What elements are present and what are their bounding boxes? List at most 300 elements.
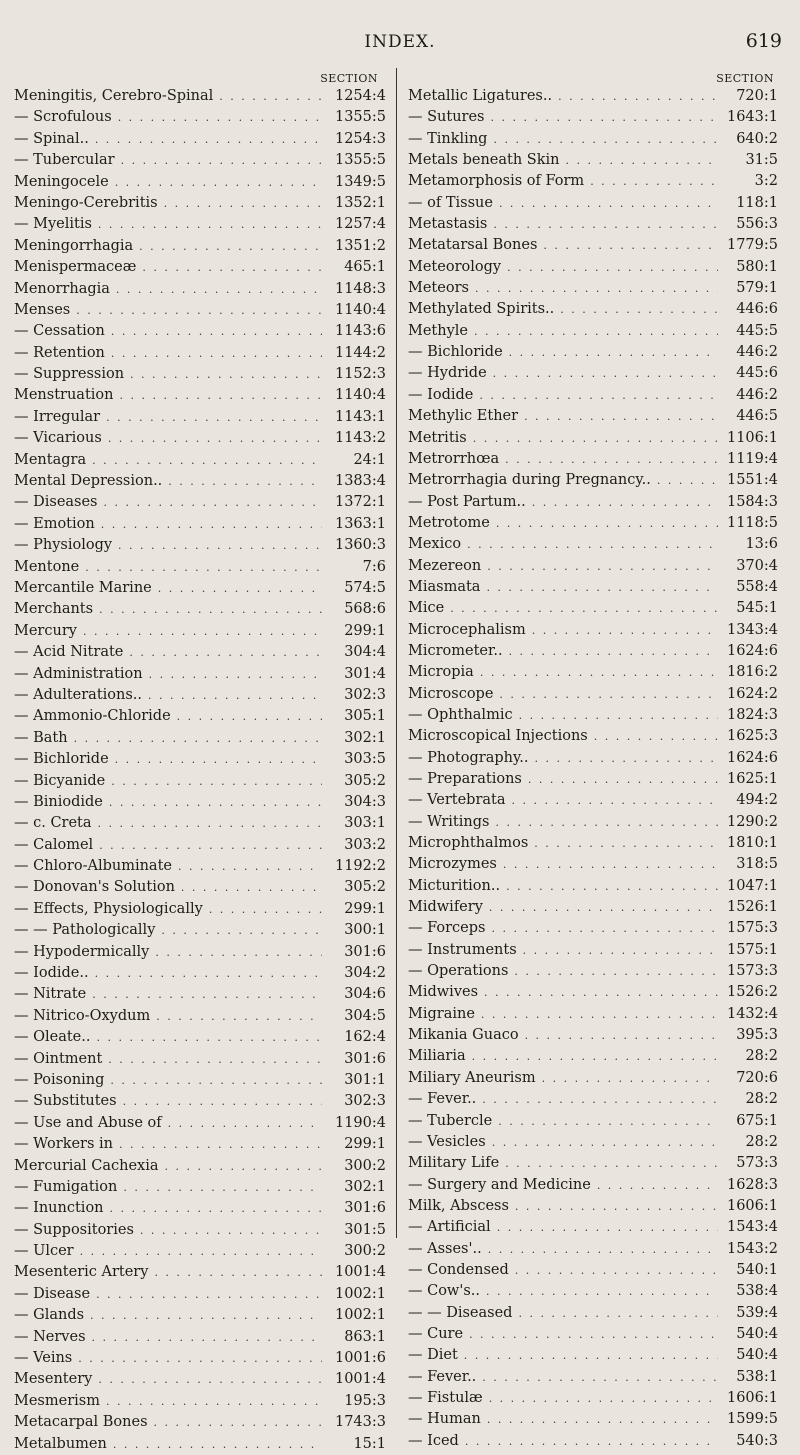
entry-term: Metastasis (408, 216, 488, 233)
entry-term: — Bicyanide (14, 772, 106, 789)
index-entry (408, 876, 788, 897)
entry-section: 1625:1 (726, 771, 778, 787)
index-entry (408, 1260, 788, 1281)
index-entry (14, 578, 394, 599)
index-entry (14, 856, 394, 877)
entry-section: 1575:3 (726, 920, 778, 937)
entry-section: 28:2 (745, 1048, 778, 1065)
entry-section: 1001:4 (334, 1371, 386, 1388)
entry-section: 299:1 (344, 900, 386, 917)
dot-leader (93, 599, 322, 620)
index-entry (14, 1113, 394, 1134)
entry-section: 720:6 (736, 1069, 778, 1086)
entry-section: 640:2 (736, 130, 778, 147)
index-entry (14, 343, 394, 364)
entry-section: 15:1 (353, 1435, 386, 1452)
entry-section: 580:1 (736, 258, 778, 275)
entry-term: Meningocele (14, 173, 109, 190)
dot-leader (497, 854, 718, 875)
entry-term: — Bichloride (14, 751, 109, 768)
index-column-left (14, 72, 394, 1455)
index-entry (408, 897, 788, 918)
index-entry (408, 982, 788, 1003)
entry-section: 300:2 (344, 1243, 386, 1260)
index-entry (408, 1217, 788, 1238)
dot-leader (476, 1367, 718, 1388)
index-entry (408, 1431, 788, 1452)
entry-term: Microphthalmos (408, 835, 529, 852)
dot-leader (476, 1089, 718, 1110)
entry-term: Microscope (408, 685, 494, 702)
index-entry (14, 642, 394, 663)
entry-term: — Iodide.. (14, 965, 89, 982)
index-entry (14, 1241, 394, 1262)
entry-section: 1144:2 (334, 344, 386, 361)
dot-leader (68, 728, 322, 749)
entry-term: — Vertebrata (408, 792, 506, 809)
entry-term: Metals beneath Skin (408, 152, 560, 169)
entry-term: — Condensed (408, 1261, 509, 1278)
entry-section: 1624:6 (726, 749, 778, 766)
entry-term: — Nitrate (14, 986, 87, 1003)
entry-section: 1363:1 (334, 515, 386, 532)
dot-leader (92, 1369, 322, 1390)
dot-leader (72, 1348, 322, 1369)
entry-term: — Adulterations.. (14, 686, 143, 703)
entry-term: — Suppression (14, 366, 125, 383)
entry-term: — Surgery and Medicine (408, 1176, 591, 1193)
entry-section: 1779:5 (726, 237, 778, 254)
entry-term: Midwifery (408, 899, 483, 916)
dot-leader (89, 963, 322, 984)
index-entry (14, 321, 394, 342)
entry-section: 1002:1 (334, 1285, 386, 1302)
index-entry (14, 621, 394, 642)
dot-leader (493, 193, 718, 214)
index-entry (408, 961, 788, 982)
index-entry (14, 193, 394, 214)
entry-section: 556:3 (736, 216, 778, 233)
dot-leader (458, 1345, 718, 1366)
entry-section: 1119:4 (726, 450, 778, 467)
dot-leader (155, 920, 322, 941)
entry-term: — Tubercle (408, 1112, 493, 1129)
entry-term: — Retention (14, 344, 105, 361)
dot-leader (528, 833, 718, 854)
entry-section: 446:2 (736, 386, 778, 403)
index-entry (14, 984, 394, 1005)
dot-leader (150, 1006, 322, 1027)
index-entry (408, 577, 788, 598)
index-entry (408, 790, 788, 811)
entry-section: 1573:3 (726, 963, 778, 980)
index-entry (14, 1049, 394, 1070)
entry-section: 370:4 (736, 557, 778, 574)
entry-term: — Substitutes (14, 1093, 117, 1110)
entry-section: 301:4 (344, 665, 386, 682)
entry-term: Menispermaceæ (14, 259, 137, 276)
entry-section: 574:5 (344, 579, 386, 596)
index-entry (14, 771, 394, 792)
entry-term: — Cessation (14, 323, 105, 340)
dot-leader (92, 813, 322, 834)
dot-leader (102, 428, 322, 449)
index-entry (408, 1324, 788, 1345)
entry-section: 13:6 (745, 536, 778, 553)
entry-term: — Ulcer (14, 1243, 74, 1260)
index-entry (408, 1345, 788, 1366)
entry-term: Methyle (408, 322, 469, 339)
entry-section: 1624:2 (726, 685, 778, 702)
entry-term: — Tinkling (408, 130, 488, 147)
entry-section: 299:1 (344, 1136, 386, 1153)
entry-section: 28:2 (745, 1133, 778, 1150)
entry-term: — Nerves (14, 1328, 86, 1345)
dot-leader (487, 129, 718, 150)
dot-leader (483, 1388, 718, 1409)
entry-section: 305:2 (344, 772, 386, 789)
dot-leader (481, 556, 718, 577)
dot-leader (148, 1262, 322, 1283)
entry-term: — Fumigation (14, 1178, 118, 1195)
entry-term: Metrotome (408, 514, 490, 531)
dot-leader (113, 1134, 322, 1155)
entry-section: 1047:1 (726, 877, 778, 894)
dot-leader (134, 1220, 322, 1241)
entry-section: 304:3 (344, 793, 386, 810)
entry-term: — Fever.. (408, 1368, 477, 1385)
index-entry (14, 792, 394, 813)
entry-term: — of Tissue (408, 194, 493, 211)
entry-section: 1290:2 (726, 813, 778, 830)
entry-term: — Workers in (14, 1136, 114, 1153)
entry-section: 1606:1 (726, 1389, 778, 1406)
dot-leader (487, 214, 718, 235)
index-entry (14, 535, 394, 556)
entry-section: 305:2 (344, 879, 386, 896)
dot-leader (172, 856, 322, 877)
dot-leader (474, 662, 718, 683)
entry-section: 195:3 (344, 1392, 386, 1409)
entry-section: 446:5 (736, 408, 778, 425)
entry-term: — Inunction (14, 1200, 104, 1217)
entry-section: 1349:5 (334, 173, 386, 190)
dot-leader (506, 790, 719, 811)
index-entry (14, 877, 394, 898)
dot-leader (480, 577, 718, 598)
entry-section: 304:5 (344, 1007, 386, 1024)
entry-section: 1824:3 (726, 706, 778, 723)
index-entry (408, 918, 788, 939)
dot-leader (123, 642, 322, 663)
entry-section: 303:2 (344, 836, 386, 853)
entry-term: Metrorrhœa (408, 450, 500, 467)
index-entry (14, 1412, 394, 1433)
entry-term: — Hydride (408, 365, 487, 382)
index-entry (14, 86, 394, 107)
dot-leader (109, 172, 322, 193)
entry-section: 300:1 (344, 922, 386, 939)
index-entry (14, 407, 394, 428)
entry-section: 24:1 (353, 451, 386, 468)
index-entry (14, 664, 394, 685)
index-entry (14, 129, 394, 150)
dot-leader (175, 877, 322, 898)
index-entry (408, 257, 788, 278)
entry-term: Mikania Guaco (408, 1027, 519, 1044)
dot-leader (554, 299, 718, 320)
entry-term: — Diseases (14, 494, 98, 511)
entry-section: 545:1 (736, 600, 778, 617)
entry-term: — Scrofulous (14, 109, 112, 126)
index-entry (14, 557, 394, 578)
entry-term: — Vicarious (14, 430, 102, 447)
entry-term: Mercantile Marine (14, 579, 152, 596)
entry-term: — Emotion (14, 515, 95, 532)
dot-leader (591, 1175, 718, 1196)
index-column-right (408, 72, 788, 1452)
dot-leader (509, 1260, 718, 1281)
dot-leader (124, 364, 322, 385)
entry-section: 1372:1 (334, 494, 386, 511)
entry-section: 1355:5 (334, 109, 386, 126)
dot-leader (468, 321, 718, 342)
dot-leader (517, 940, 718, 961)
entry-term: — Ophthalmic (408, 706, 513, 723)
entry-section: 863:1 (344, 1328, 386, 1345)
entry-section: 1360:3 (334, 537, 386, 554)
entry-term: Methylic Ether (408, 408, 519, 425)
index-entry (408, 1068, 788, 1089)
index-entry (14, 749, 394, 770)
entry-section: 303:5 (344, 751, 386, 768)
dot-leader (473, 385, 718, 406)
index-entry (14, 1262, 394, 1283)
entry-section: 303:1 (344, 815, 386, 832)
index-entry (14, 1006, 394, 1027)
entry-term: — Human (408, 1411, 481, 1428)
dot-leader (90, 1284, 322, 1305)
index-entry (14, 107, 394, 128)
entry-section: 162:4 (344, 1029, 386, 1046)
entry-term: Menses (14, 301, 71, 318)
entry-term: — Preparations (408, 771, 522, 787)
dot-leader (499, 449, 718, 470)
entry-section: 1192:2 (334, 858, 386, 875)
entry-term: — Veins (14, 1350, 73, 1367)
entry-term: Migraine (408, 1005, 475, 1022)
index-entry (408, 1046, 788, 1067)
entry-section: 1383:4 (334, 473, 386, 490)
entry-term: — Fistulæ (408, 1389, 483, 1406)
index-entry (14, 685, 394, 706)
entry-term: Mental Depression.. (14, 473, 163, 490)
entry-section: 301:5 (344, 1221, 386, 1238)
entry-term: Mesenteric Artery (14, 1264, 149, 1281)
index-entry (14, 1220, 394, 1241)
index-entry (14, 706, 394, 727)
index-entry (14, 1391, 394, 1412)
entry-term: Midwives (408, 984, 479, 1001)
entry-section: 1002:1 (334, 1307, 386, 1324)
dot-leader (77, 621, 322, 642)
entry-term: Metamorphosis of Form (408, 173, 585, 190)
entry-section: 1140:4 (334, 301, 386, 318)
column-divider (396, 68, 397, 1238)
dot-leader (159, 1156, 322, 1177)
entry-section: 300:2 (344, 1157, 386, 1174)
entry-section: 540:4 (736, 1325, 778, 1342)
dot-leader (105, 321, 322, 342)
entry-section: 302:3 (344, 686, 386, 703)
entry-term: — Ammonio-Chloride (14, 708, 171, 725)
dot-leader (491, 1217, 718, 1238)
dot-leader (480, 1281, 718, 1302)
entry-term: — Biniodide (14, 793, 103, 810)
dot-leader (444, 598, 718, 619)
dot-leader (552, 86, 718, 107)
dot-leader (171, 706, 322, 727)
index-entry (408, 492, 788, 513)
entry-section: 446:2 (736, 344, 778, 361)
entry-term: — Diet (408, 1347, 458, 1364)
index-entry (408, 662, 788, 683)
entry-term: Meningitis, Cerebro-Spinal (14, 88, 214, 104)
entry-section: 304:6 (344, 986, 386, 1003)
entry-section: 301:6 (344, 943, 386, 960)
dot-leader (513, 705, 718, 726)
dot-leader (526, 620, 718, 641)
entry-term: — Iced (408, 1432, 459, 1449)
entry-section: 118:1 (736, 194, 778, 211)
index-entry (14, 1434, 394, 1455)
index-entry (408, 107, 788, 128)
dot-leader (485, 107, 718, 128)
entry-term: — Donovan's Solution (14, 879, 175, 896)
index-entry (14, 1284, 394, 1305)
entry-term: — Administration (14, 665, 143, 682)
index-entry (408, 1132, 788, 1153)
entry-term: Methylated Spirits.. (408, 301, 555, 318)
entry-section: 1810:1 (726, 835, 778, 852)
entry-term: Meningo-Cerebritis (14, 194, 158, 211)
index-entry (14, 279, 394, 300)
entry-term: Metatarsal Bones (408, 237, 538, 254)
index-entry (14, 1177, 394, 1198)
index-entry (408, 1239, 788, 1260)
index-entry (14, 963, 394, 984)
index-entry (14, 1156, 394, 1177)
entry-section: 1148:3 (334, 280, 386, 297)
entry-section: 1343:4 (726, 621, 778, 638)
entry-term: Micturition.. (408, 877, 501, 894)
entry-term: Meteors (408, 280, 469, 297)
entry-section: 539:4 (736, 1304, 778, 1321)
entry-section: 302:1 (344, 1178, 386, 1195)
entry-section: 540:3 (736, 1432, 778, 1449)
dot-leader (499, 1153, 718, 1174)
index-entry (14, 214, 394, 235)
index-entry (14, 899, 394, 920)
entry-section: 302:3 (344, 1093, 386, 1110)
index-entry (14, 1348, 394, 1369)
entry-section: 1599:5 (726, 1411, 778, 1428)
entry-term: — Post Partum.. (408, 493, 526, 510)
entry-section: 445:5 (736, 322, 778, 339)
entry-term: — Fever.. (408, 1091, 477, 1108)
dot-leader (84, 1305, 322, 1326)
dot-leader (485, 918, 718, 939)
entry-section: 1543:4 (726, 1219, 778, 1236)
entry-section: 1355:5 (334, 152, 386, 169)
entry-section: 1643:1 (726, 109, 778, 126)
index-entry (408, 193, 788, 214)
index-entry (408, 214, 788, 235)
dot-leader (86, 984, 322, 1005)
entry-term: Mexico (408, 536, 462, 553)
index-entry (14, 492, 394, 513)
dot-leader (102, 1049, 322, 1070)
entry-term: Miliary Aneurism (408, 1069, 536, 1086)
dot-leader (467, 428, 718, 449)
entry-term: — Artificial (408, 1219, 491, 1236)
dot-leader (486, 1132, 718, 1153)
dot-leader (133, 236, 322, 257)
entry-section: 301:6 (344, 1200, 386, 1217)
entry-section: 573:3 (736, 1155, 778, 1172)
dot-leader (148, 1412, 322, 1433)
entry-section: 1625:3 (726, 728, 778, 745)
page-number: 619 (745, 30, 782, 52)
entry-term: — Suppositories (14, 1221, 134, 1238)
entry-term: — Irregular (14, 408, 101, 425)
index-entry (408, 598, 788, 619)
index-entry (14, 257, 394, 278)
dot-leader (100, 407, 322, 428)
entry-section: 395:3 (736, 1027, 778, 1044)
index-entry (408, 833, 788, 854)
entry-section: 299:1 (344, 622, 386, 639)
index-entry (408, 321, 788, 342)
entry-term: — Instruments (408, 941, 517, 958)
dot-leader (512, 1303, 718, 1324)
entry-section: 720:1 (736, 88, 778, 104)
dot-leader (158, 193, 322, 214)
dot-leader (537, 235, 718, 256)
entry-term: — Hypodermically (14, 943, 150, 960)
dot-leader (162, 1113, 322, 1134)
dot-leader (213, 86, 322, 107)
index-entry (14, 1134, 394, 1155)
entry-section: 465:1 (344, 259, 386, 276)
index-entry (14, 514, 394, 535)
entry-term: — Oleate.. (14, 1029, 91, 1046)
entry-term: — Operations (408, 963, 509, 980)
index-entry (408, 470, 788, 491)
dot-leader (490, 513, 718, 534)
dot-leader (482, 1239, 718, 1260)
index-entry (408, 641, 788, 662)
dot-leader (503, 641, 718, 662)
dot-leader (98, 492, 322, 513)
entry-term: Menorrhagia (14, 280, 110, 297)
dot-leader (478, 982, 718, 1003)
entry-section: 445:6 (736, 365, 778, 382)
index-entry (408, 1175, 788, 1196)
index-entry (408, 1153, 788, 1174)
entry-section: 1254:4 (334, 88, 386, 104)
entry-term: — Physiology (14, 537, 113, 554)
